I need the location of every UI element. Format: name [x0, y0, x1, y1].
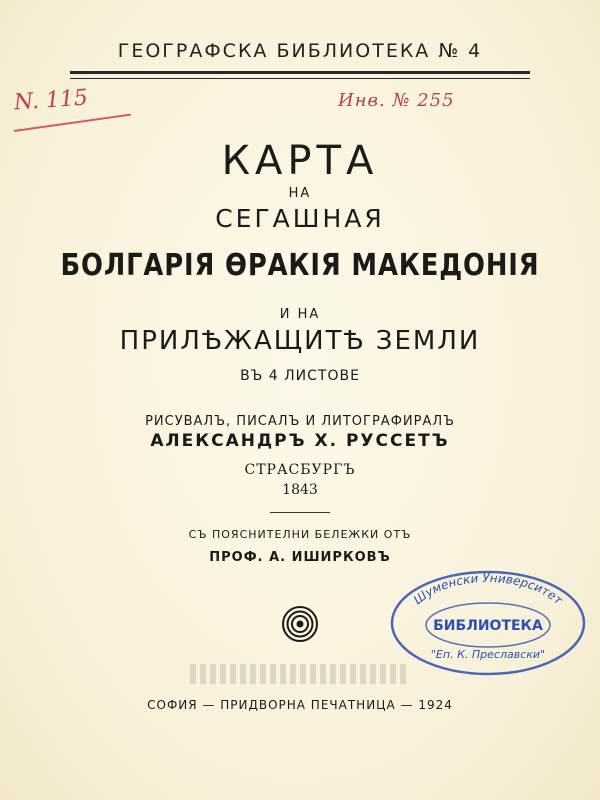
author-name: АЛЕКСАНДРЪ Х. РУССЕТЪ	[150, 431, 450, 451]
subtitle-i-na: И НА	[279, 307, 321, 322]
bleed-through-text	[190, 664, 410, 684]
printer-imprint: СОФИЯ — ПРИДВОРНА ПЕЧАТНИЦА — 1924	[147, 698, 453, 712]
stamp-library-label: БИБЛИОТЕКА	[433, 618, 543, 634]
notes-credit: СЪ ПОЯСНИТЕЛНИ БЕЛЕЖКИ ОТЪ	[188, 528, 412, 541]
library-stamp	[388, 568, 588, 678]
main-title: КАРТА	[221, 138, 379, 184]
notes-author: ПРОФ. А. ИШИРКОВЪ	[209, 550, 391, 565]
handwritten-number-left: N. 115	[13, 85, 89, 116]
stamp-bottom-text: "Еп. К. Преславски"	[430, 648, 546, 661]
stamp-arc-text: Шуменски Университет	[410, 570, 566, 608]
subtitle-segashna: СЕГАШНАЯ	[215, 204, 385, 233]
adjacent-lands-heading: ПРИЛѢЖАЩИТѢ ЗЕМЛИ	[119, 326, 481, 356]
handwritten-inventory-number: Инв. № 255	[338, 90, 455, 111]
sheets-count: ВЪ 4 ЛИСТОВЕ	[240, 368, 360, 384]
handwritten-underline	[14, 114, 131, 132]
countries-heading: БОЛГАРІЯ ѲРАКІЯ МАКЕДОНІЯ	[60, 248, 540, 283]
subtitle-na: НА	[288, 186, 312, 201]
section-divider	[270, 512, 330, 513]
place-of-publication: СТРАСБУРГЪ	[244, 462, 356, 478]
concentric-circles-ornament-icon	[281, 605, 319, 643]
header-rule-thick	[70, 71, 530, 74]
original-year: 1843	[282, 482, 318, 498]
header-rule-thin	[70, 78, 530, 79]
credits-drew: РИСУВАЛЪ, ПИСАЛЪ И ЛИТОГРАФИРАЛЪ	[145, 414, 455, 429]
series-title: ГЕОГРАФСКА БИБЛИОТЕКА № 4	[117, 40, 483, 62]
